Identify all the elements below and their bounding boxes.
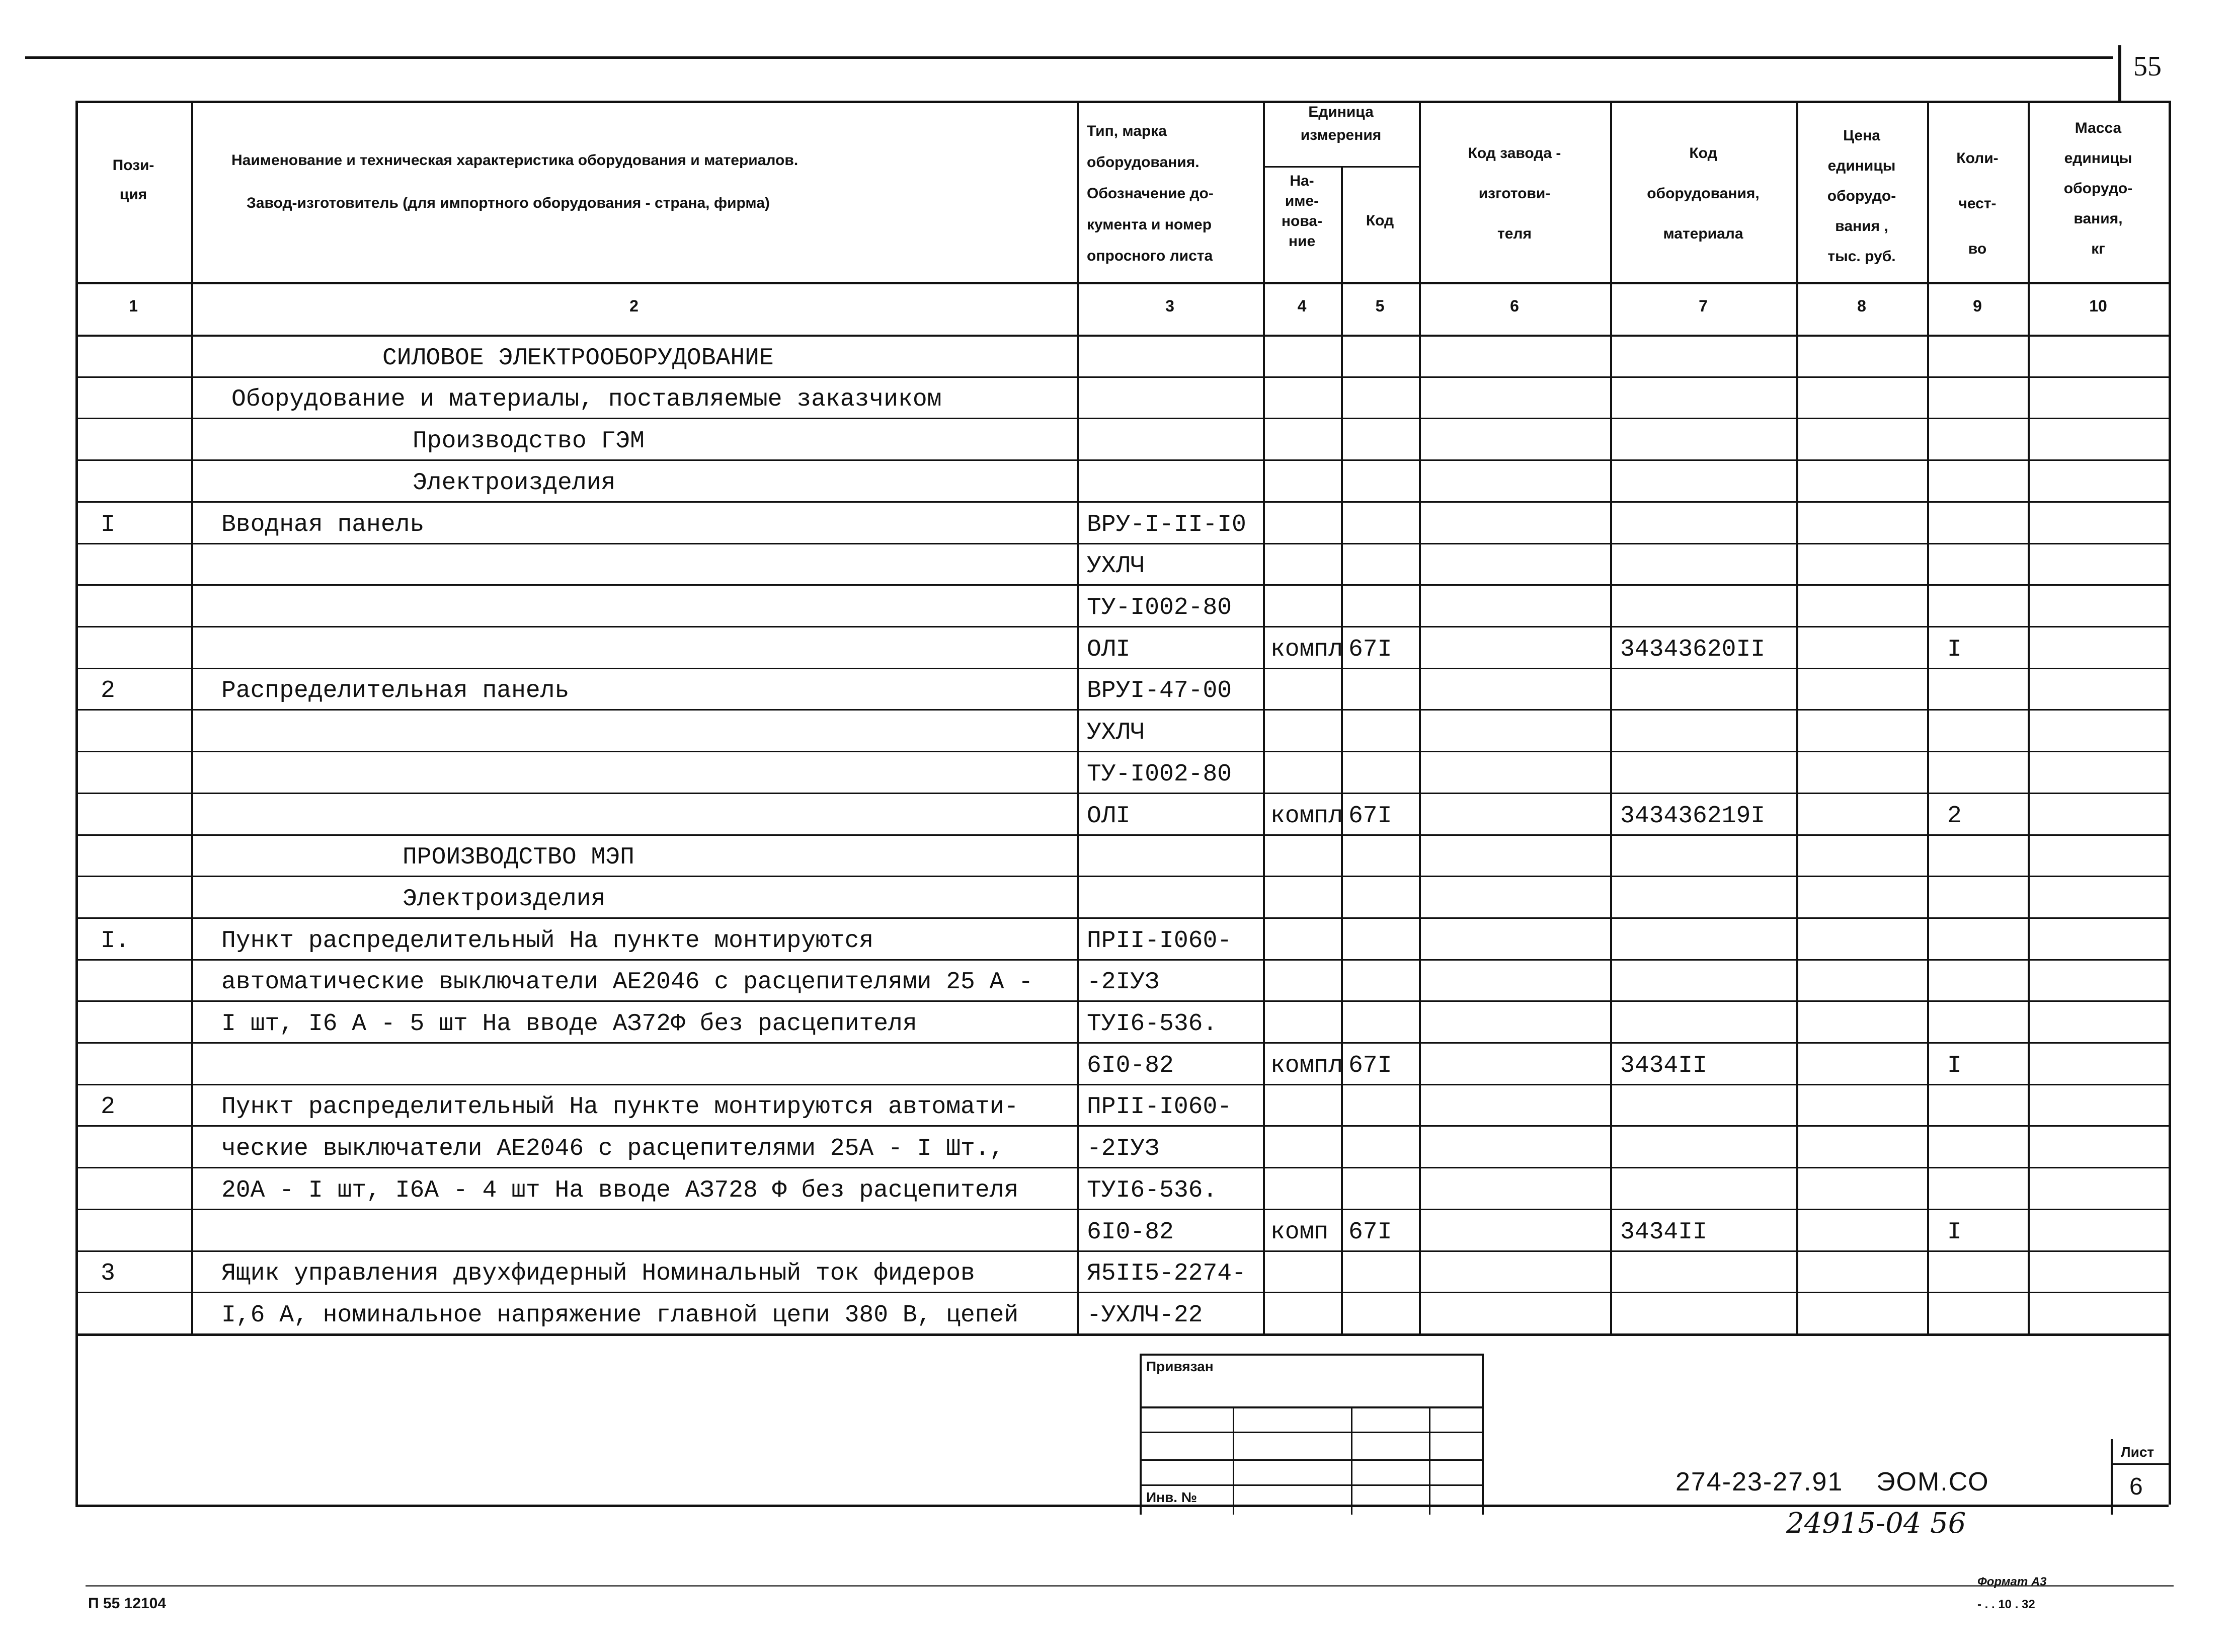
name-cell: автоматические выключатели АЕ2046 с расцепителями 25 А - <box>221 969 1033 996</box>
row-divider <box>75 1084 2169 1085</box>
corner-rule <box>2118 45 2121 101</box>
table-line <box>1419 101 1421 1333</box>
row-divider <box>75 1125 2169 1127</box>
column-number-1: 1 <box>129 297 138 315</box>
quantity-cell: 2 <box>1947 802 1962 830</box>
header-name-line1: Наименование и техническая характеристика оборудования и материалов. <box>231 152 799 169</box>
row-divider <box>75 1000 2169 1002</box>
stamp-line <box>1429 1406 1430 1515</box>
format-code: - . . 10 . 32 <box>1977 1598 2035 1611</box>
header-unit-name: На- име- нова- ние <box>1281 173 1323 250</box>
header-position: Пози- ция <box>112 157 154 203</box>
row-divider <box>75 626 2169 627</box>
table-line <box>191 101 193 1333</box>
type-cell: ТУ-I002-80 <box>1087 594 1232 621</box>
row-divider <box>75 876 2169 877</box>
position-cell: 3 <box>101 1260 115 1288</box>
inventory-label: Инв. № <box>1146 1489 1198 1505</box>
unit-name-cell: компл <box>1270 1052 1343 1079</box>
row-divider <box>75 501 2169 503</box>
type-cell: ВРУ-I-II-I0 <box>1087 511 1246 538</box>
type-cell: 6I0-82 <box>1087 1052 1174 1079</box>
unit-code-cell: 67I <box>1348 636 1392 663</box>
row-divider <box>75 917 2169 919</box>
row-divider <box>75 459 2169 461</box>
row-divider <box>75 1292 2169 1293</box>
column-number-6: 6 <box>1510 297 1519 315</box>
name-cell: Производство ГЭМ <box>413 428 645 455</box>
quantity-cell: I <box>1947 1052 1962 1079</box>
sheet-box-line <box>2111 1463 2169 1465</box>
header-unit-code: Код <box>1366 212 1394 229</box>
top-rule <box>25 56 2113 59</box>
type-cell: -2IУЗ <box>1087 969 1160 996</box>
header-price: Цена единицы оборудо- вания , тыс. руб. <box>1827 127 1896 265</box>
type-cell: УХЛЧ <box>1087 719 1145 747</box>
unit-code-cell: 67I <box>1348 1052 1392 1079</box>
name-cell: Электроизделия <box>403 885 606 913</box>
row-divider <box>75 1209 2169 1210</box>
table-line <box>1610 101 1612 1333</box>
name-cell: I шт, I6 А - 5 шт На вводе АЗ72Ф без расцепителя <box>221 1010 917 1038</box>
row-divider <box>75 1250 2169 1252</box>
column-number-9: 9 <box>1973 297 1982 315</box>
position-cell: I. <box>101 927 130 955</box>
type-cell: ПРII-I060- <box>1087 1093 1232 1121</box>
type-cell: 6I0-82 <box>1087 1218 1174 1246</box>
name-cell: Пункт распределительный На пункте монтируются автомати- <box>221 1093 1019 1121</box>
table-line <box>2169 1333 2171 1505</box>
column-number-8: 8 <box>1857 297 1866 315</box>
name-cell: Вводная панель <box>221 511 425 538</box>
row-divider <box>75 1167 2169 1168</box>
table-line <box>1263 166 1419 168</box>
position-cell: I <box>101 511 115 538</box>
column-number-7: 7 <box>1699 297 1708 315</box>
stamp-line <box>1140 1406 1482 1408</box>
row-divider <box>75 584 2169 586</box>
stamp-line <box>1351 1406 1352 1515</box>
row-divider <box>75 1042 2169 1044</box>
quantity-cell: I <box>1947 636 1962 663</box>
row-divider <box>75 751 2169 752</box>
name-cell: Электроизделия <box>413 469 616 497</box>
column-number-2: 2 <box>629 297 639 315</box>
document-code: 274-23-27.91 ЭОМ.СО <box>1676 1467 1989 1497</box>
name-cell: ческие выключатели АЕ2046 с расцепителями 25А - I Шт., <box>221 1135 1004 1163</box>
header-type: Тип, марка оборудования. Обозначение до- кумента и номер опросного листа <box>1087 123 1214 264</box>
row-divider <box>75 709 2169 711</box>
type-cell: УХЛЧ <box>1087 553 1145 580</box>
table-line <box>75 282 2169 284</box>
stamp-line <box>1233 1406 1234 1515</box>
equipment-code-cell: 343436219I <box>1620 802 1766 830</box>
bottom-rule <box>86 1585 2174 1587</box>
table-line <box>2028 101 2030 1333</box>
column-number-4: 4 <box>1297 297 1307 315</box>
type-cell: Я5II5-2274- <box>1087 1260 1246 1288</box>
position-cell: 2 <box>101 677 115 705</box>
stamp-line <box>1140 1484 1482 1486</box>
sheet-box-line <box>2111 1439 2113 1515</box>
row-divider <box>75 668 2169 669</box>
type-cell: ТУI6-536. <box>1087 1010 1218 1038</box>
sheet-corner-number: 55 <box>2133 51 2162 82</box>
header-quantity: Коли- чест- во <box>1956 150 1999 257</box>
table-line <box>1796 101 1798 1333</box>
handwritten-number: 24915-04 56 <box>1786 1507 1966 1540</box>
row-divider <box>75 793 2169 794</box>
unit-name-cell: компл <box>1270 636 1343 663</box>
sheet-number: 6 <box>2129 1473 2143 1500</box>
table-line <box>75 335 2169 337</box>
type-cell: ВРУI-47-00 <box>1087 677 1232 705</box>
type-cell: -2IУЗ <box>1087 1135 1160 1163</box>
header-plant-code: Код завода - изготови- теля <box>1468 145 1561 242</box>
name-cell: Распределительная панель <box>221 677 570 705</box>
unit-name-cell: комп <box>1270 1218 1329 1246</box>
type-cell: ПРII-I060- <box>1087 927 1232 955</box>
type-cell: ОЛI <box>1087 802 1131 830</box>
type-cell: -УХЛЧ-22 <box>1087 1302 1203 1329</box>
header-unit: Единица измерения <box>1300 104 1382 143</box>
stamp-line <box>1140 1432 1482 1433</box>
table-line <box>75 101 78 1333</box>
table-line <box>1341 166 1343 1333</box>
stamp-line <box>1482 1354 1484 1515</box>
equipment-code-cell: 3434II <box>1620 1218 1707 1246</box>
column-number-5: 5 <box>1375 297 1385 315</box>
quantity-cell: I <box>1947 1218 1962 1246</box>
row-divider <box>75 959 2169 961</box>
name-cell: ПРОИЗВОДСТВО МЭП <box>403 844 634 872</box>
table-line <box>1077 101 1079 1333</box>
stamp-line <box>1140 1459 1482 1461</box>
bound-label: Привязан <box>1146 1359 1214 1374</box>
row-divider <box>75 418 2169 419</box>
header-mass: Масса единицы оборудо- вания, кг <box>2063 120 2133 257</box>
type-cell: ОЛI <box>1087 636 1131 663</box>
name-cell: Пункт распределительный На пункте монтируются <box>221 927 874 955</box>
row-divider <box>75 543 2169 544</box>
footer-left-code: П 55 12104 <box>88 1595 167 1612</box>
equipment-code-cell: 3434II <box>1620 1052 1707 1079</box>
header-equipment-code: Код оборудования, материала <box>1647 145 1760 242</box>
row-divider <box>75 834 2169 836</box>
unit-name-cell: компл <box>1270 802 1343 830</box>
name-cell: I,6 А, номинальное напряжение главной цепи 380 В, цепей <box>221 1302 1019 1329</box>
table-line <box>75 1333 78 1505</box>
name-cell: СИЛОВОЕ ЭЛЕКТРООБОРУДОВАНИЕ <box>382 344 774 372</box>
type-cell: ТУI6-536. <box>1087 1176 1218 1204</box>
table-line <box>75 1333 2169 1336</box>
type-cell: ТУ-I002-80 <box>1087 760 1232 788</box>
sheet-label: Лист <box>2121 1444 2155 1460</box>
table-line <box>1927 101 1929 1333</box>
name-cell: Ящик управления двухфидерный Номинальный ток фидеров <box>221 1260 975 1288</box>
table-line <box>1263 101 1265 1333</box>
table-line <box>75 101 2169 103</box>
format-label: Формат А3 <box>1977 1575 2047 1589</box>
header-name-line2: Завод-изготовитель (для импортного оборудования - страна, фирма) <box>247 195 770 211</box>
name-cell: 20А - I шт, I6А - 4 шт На вводе АЗ728 Ф без расцепителя <box>221 1176 1019 1204</box>
stamp-line <box>1140 1354 1482 1356</box>
position-cell: 2 <box>101 1093 115 1121</box>
row-divider <box>75 376 2169 378</box>
equipment-code-cell: 34343620II <box>1620 636 1766 663</box>
name-cell: Оборудование и материалы, поставляемые заказчиком <box>231 386 942 414</box>
column-number-10: 10 <box>2089 297 2107 315</box>
unit-code-cell: 67I <box>1348 802 1392 830</box>
unit-code-cell: 67I <box>1348 1218 1392 1246</box>
column-number-3: 3 <box>1165 297 1174 315</box>
table-line <box>2169 101 2171 1333</box>
stamp-line <box>1140 1354 1142 1515</box>
